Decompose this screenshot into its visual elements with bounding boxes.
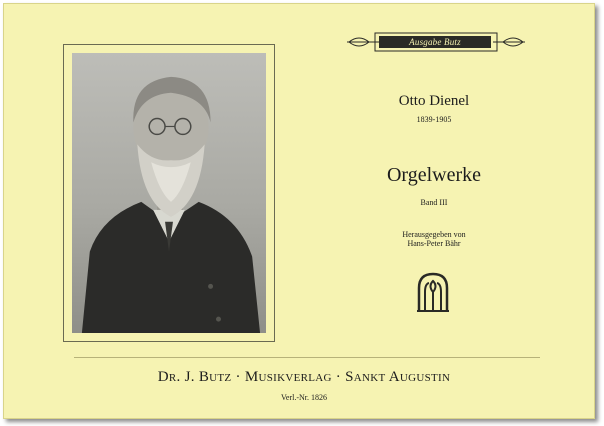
publisher-line: Dr. J. Butz · Musikverlag · Sankt Augustin [157, 369, 451, 385]
editor-name: Hans-Peter Bähr [407, 239, 461, 248]
composer-name: Otto Dienel [398, 93, 470, 109]
divider-line [74, 357, 540, 358]
series-emblem [347, 31, 525, 53]
cover-page [3, 3, 595, 419]
portrait-illustration [72, 53, 266, 333]
volume-label: Band III [420, 198, 448, 207]
work-title: Orgelwerke [386, 164, 482, 186]
editor-label: Herausgegeben von [402, 230, 466, 239]
composer-dates: 1839-1905 [416, 115, 452, 124]
organ-arch-logo-icon [416, 272, 450, 312]
catalog-number: Verl.-Nr. 1826 [281, 393, 327, 402]
portrait-frame [63, 44, 275, 342]
series-label: Ausgabe Butz [379, 36, 491, 48]
composer-portrait-photo [72, 53, 266, 333]
